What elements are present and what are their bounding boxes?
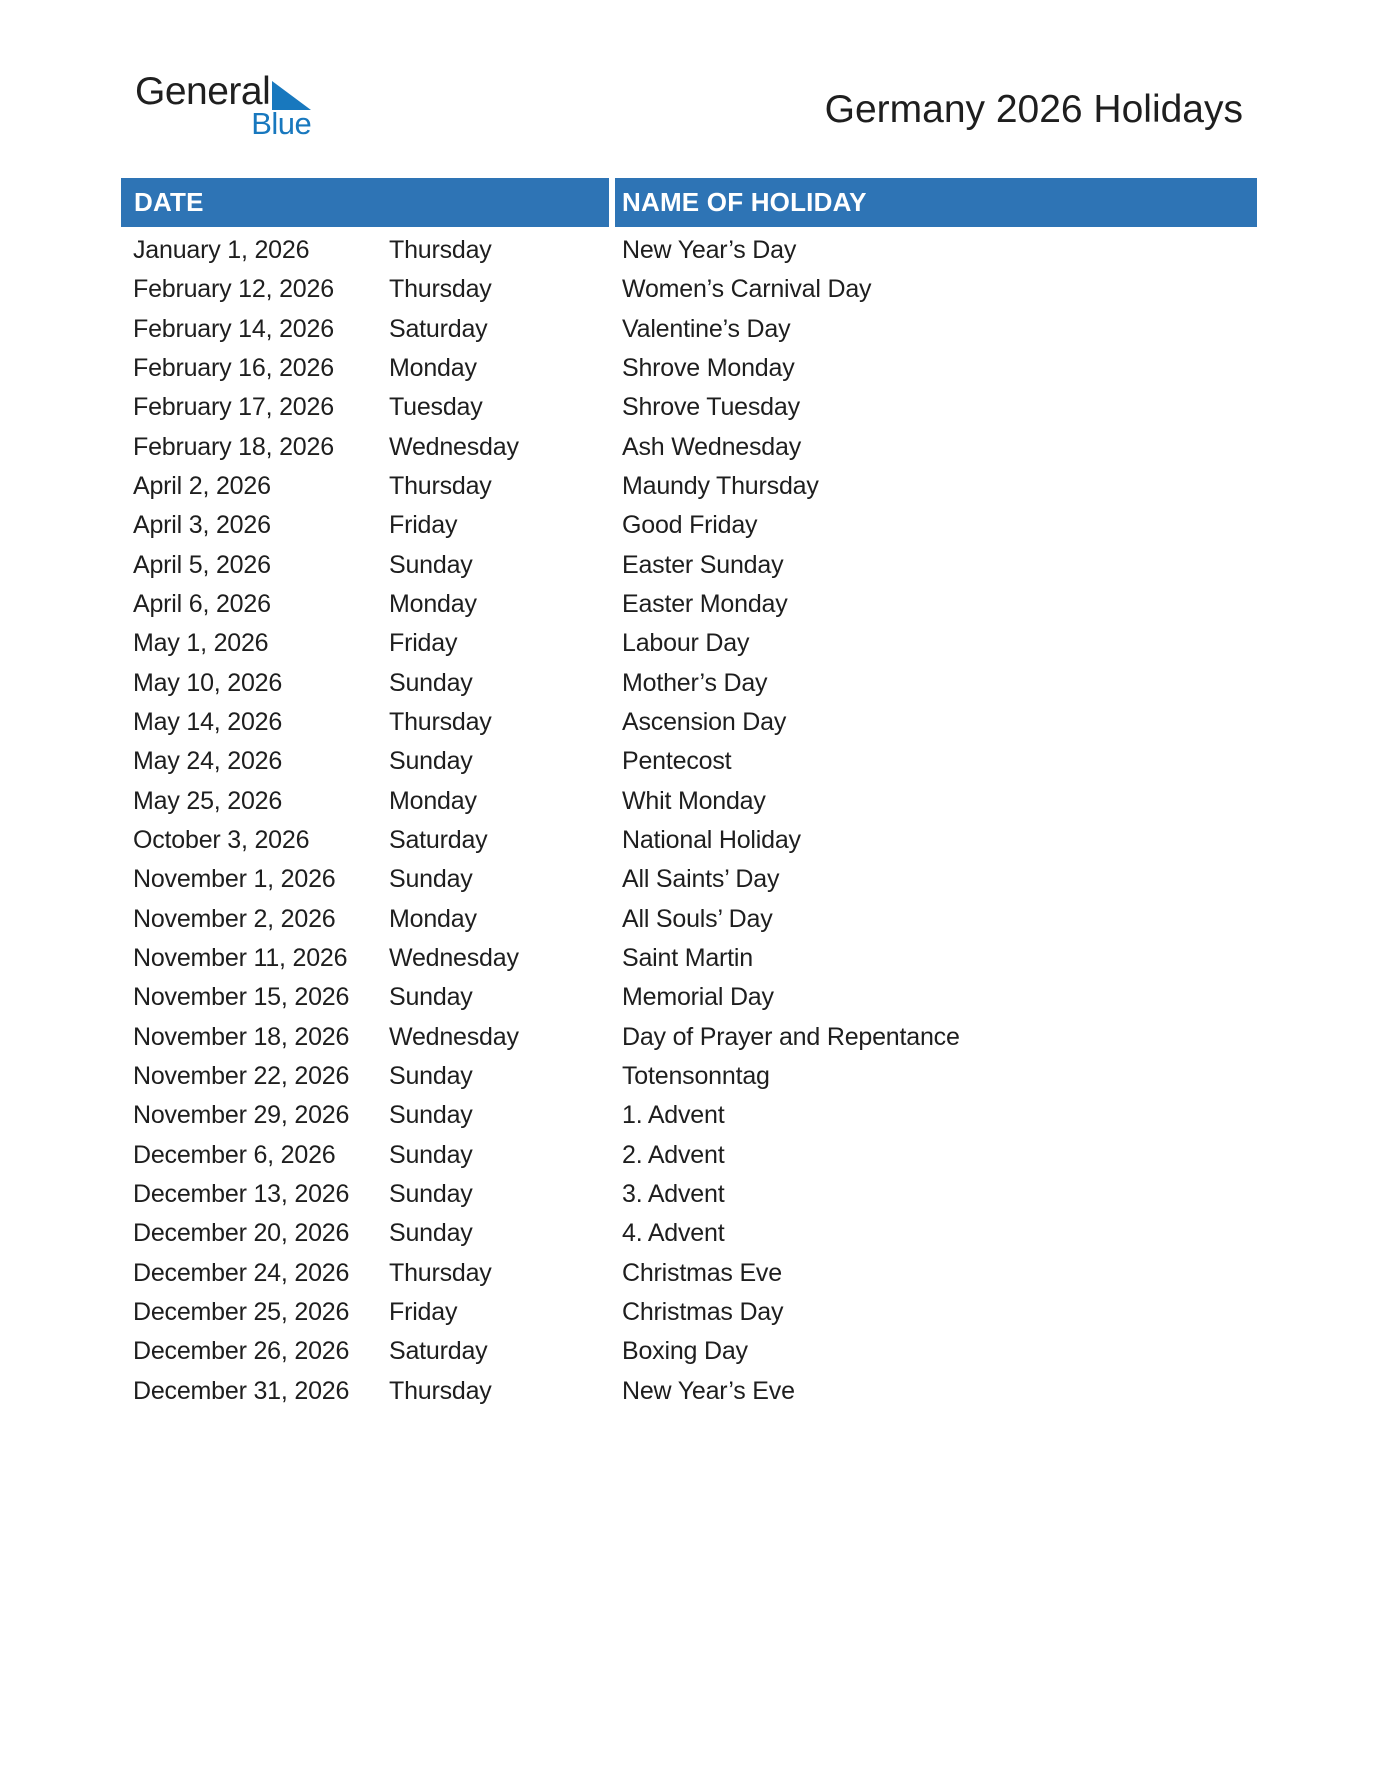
holiday-name: Maundy Thursday [622, 472, 819, 501]
holiday-weekday: Sunday [389, 747, 473, 776]
holiday-date: April 6, 2026 [133, 590, 271, 619]
holiday-name: Labour Day [622, 629, 750, 658]
holiday-date: February 17, 2026 [133, 393, 334, 422]
table-row [121, 388, 1257, 427]
holiday-date: December 6, 2026 [133, 1140, 336, 1169]
table-row [121, 1214, 1257, 1253]
holiday-weekday: Thursday [389, 275, 492, 304]
holiday-name: 3. Advent [622, 1180, 725, 1209]
holiday-name: Easter Sunday [622, 550, 784, 579]
table-row [121, 310, 1257, 349]
column-header-date: DATE [121, 178, 609, 227]
holiday-weekday: Friday [389, 1298, 458, 1327]
holiday-weekday: Sunday [389, 1101, 473, 1130]
holiday-name: Pentecost [622, 747, 732, 776]
page-title: Germany 2026 Holidays [824, 88, 1243, 131]
holiday-weekday: Sunday [389, 550, 473, 579]
holiday-date: December 31, 2026 [133, 1376, 350, 1405]
holiday-weekday: Thursday [389, 1376, 492, 1405]
holiday-name: New Year’s Eve [622, 1376, 795, 1405]
holiday-weekday: Sunday [389, 983, 473, 1012]
holiday-weekday: Monday [389, 786, 477, 815]
table-body [121, 227, 1257, 1411]
holiday-weekday: Tuesday [389, 393, 483, 422]
table-row [121, 1018, 1257, 1057]
holiday-date: February 12, 2026 [133, 275, 334, 304]
holiday-date: December 25, 2026 [133, 1298, 350, 1327]
table-row [121, 1096, 1257, 1135]
holiday-name: 2. Advent [622, 1140, 725, 1169]
holiday-weekday: Sunday [389, 1180, 473, 1209]
holiday-date: November 29, 2026 [133, 1101, 350, 1130]
table-row [121, 349, 1257, 388]
holiday-name: Ascension Day [622, 708, 787, 737]
holiday-name: Good Friday [622, 511, 758, 540]
holiday-date: November 22, 2026 [133, 1062, 350, 1091]
table-row [121, 742, 1257, 781]
holiday-date: May 25, 2026 [133, 786, 283, 815]
table-row [121, 1293, 1257, 1332]
holiday-date: April 5, 2026 [133, 550, 271, 579]
holiday-weekday: Sunday [389, 865, 473, 894]
holiday-name: New Year’s Day [622, 236, 797, 265]
holiday-date: November 15, 2026 [133, 983, 350, 1012]
holiday-date: November 2, 2026 [133, 904, 336, 933]
holiday-name: Whit Monday [622, 786, 766, 815]
logo-text-general: General [135, 70, 271, 113]
table-row [121, 1254, 1257, 1293]
holiday-date: February 18, 2026 [133, 432, 334, 461]
column-header-holiday: NAME OF HOLIDAY [615, 178, 1257, 227]
table-row [121, 821, 1257, 860]
holiday-weekday: Friday [389, 511, 458, 540]
holiday-name: Totensonntag [622, 1062, 770, 1091]
holiday-date: May 1, 2026 [133, 629, 269, 658]
holiday-weekday: Wednesday [389, 1022, 519, 1051]
general-blue-logo [135, 72, 311, 139]
holiday-name: Day of Prayer and Repentance [622, 1022, 960, 1051]
holiday-date: October 3, 2026 [133, 826, 310, 855]
holiday-name: National Holiday [622, 826, 801, 855]
holiday-date: December 20, 2026 [133, 1219, 350, 1248]
table-row [121, 506, 1257, 545]
holiday-name: Christmas Day [622, 1298, 784, 1327]
holiday-date: April 2, 2026 [133, 472, 271, 501]
holiday-name: Easter Monday [622, 590, 788, 619]
holiday-weekday: Saturday [389, 826, 488, 855]
holiday-name: Boxing Day [622, 1337, 748, 1366]
table-row [121, 978, 1257, 1017]
holiday-name: Shrove Tuesday [622, 393, 800, 422]
holiday-name: Valentine’s Day [622, 314, 791, 343]
holiday-weekday: Thursday [389, 1258, 492, 1287]
holiday-weekday: Friday [389, 629, 458, 658]
holiday-weekday: Saturday [389, 1337, 488, 1366]
holiday-weekday: Sunday [389, 1062, 473, 1091]
table-row [121, 546, 1257, 585]
table-row [121, 782, 1257, 821]
holiday-date: May 24, 2026 [133, 747, 283, 776]
holiday-name: Ash Wednesday [622, 432, 801, 461]
holiday-date: December 13, 2026 [133, 1180, 350, 1209]
holiday-date: December 24, 2026 [133, 1258, 350, 1287]
holiday-weekday: Wednesday [389, 432, 519, 461]
holiday-name: Women’s Carnival Day [622, 275, 872, 304]
table-row [121, 939, 1257, 978]
holiday-name: Saint Martin [622, 944, 753, 973]
holiday-weekday: Thursday [389, 708, 492, 737]
holiday-date: November 1, 2026 [133, 865, 336, 894]
holiday-weekday: Sunday [389, 668, 473, 697]
table-row [121, 467, 1257, 506]
holiday-weekday: Saturday [389, 314, 488, 343]
holiday-name: Christmas Eve [622, 1258, 782, 1287]
holiday-name: Memorial Day [622, 983, 774, 1012]
holiday-date: February 14, 2026 [133, 314, 334, 343]
table-row [121, 585, 1257, 624]
holiday-date: December 26, 2026 [133, 1337, 350, 1366]
holiday-table [121, 178, 1257, 1411]
holiday-weekday: Monday [389, 590, 477, 619]
holiday-date: April 3, 2026 [133, 511, 271, 540]
table-row [121, 860, 1257, 899]
table-row [121, 900, 1257, 939]
holiday-date: February 16, 2026 [133, 354, 334, 383]
table-row [121, 664, 1257, 703]
holiday-date: May 10, 2026 [133, 668, 283, 697]
holiday-name: All Saints’ Day [622, 865, 780, 894]
table-row [121, 624, 1257, 663]
holiday-weekday: Sunday [389, 1219, 473, 1248]
table-row [121, 1136, 1257, 1175]
holiday-name: All Souls’ Day [622, 904, 773, 933]
table-row [121, 231, 1257, 270]
table-row [121, 1332, 1257, 1371]
table-row [121, 703, 1257, 742]
holiday-date: May 14, 2026 [133, 708, 283, 737]
holiday-date: November 11, 2026 [133, 944, 348, 973]
holiday-name: 4. Advent [622, 1219, 725, 1248]
logo-text-blue: Blue [251, 106, 312, 141]
table-row [121, 270, 1257, 309]
table-row [121, 428, 1257, 467]
holiday-name: Shrove Monday [622, 354, 795, 383]
holiday-weekday: Sunday [389, 1140, 473, 1169]
holiday-weekday: Wednesday [389, 944, 519, 973]
holiday-date: January 1, 2026 [133, 236, 310, 265]
holiday-date: November 18, 2026 [133, 1022, 350, 1051]
holiday-weekday: Thursday [389, 236, 492, 265]
holiday-weekday: Monday [389, 354, 477, 383]
holiday-name: Mother’s Day [622, 668, 768, 697]
table-row [121, 1372, 1257, 1411]
holiday-weekday: Thursday [389, 472, 492, 501]
table-row [121, 1057, 1257, 1096]
table-row [121, 1175, 1257, 1214]
table-header-row [121, 178, 1257, 227]
holiday-name: 1. Advent [622, 1101, 725, 1130]
holiday-weekday: Monday [389, 904, 477, 933]
